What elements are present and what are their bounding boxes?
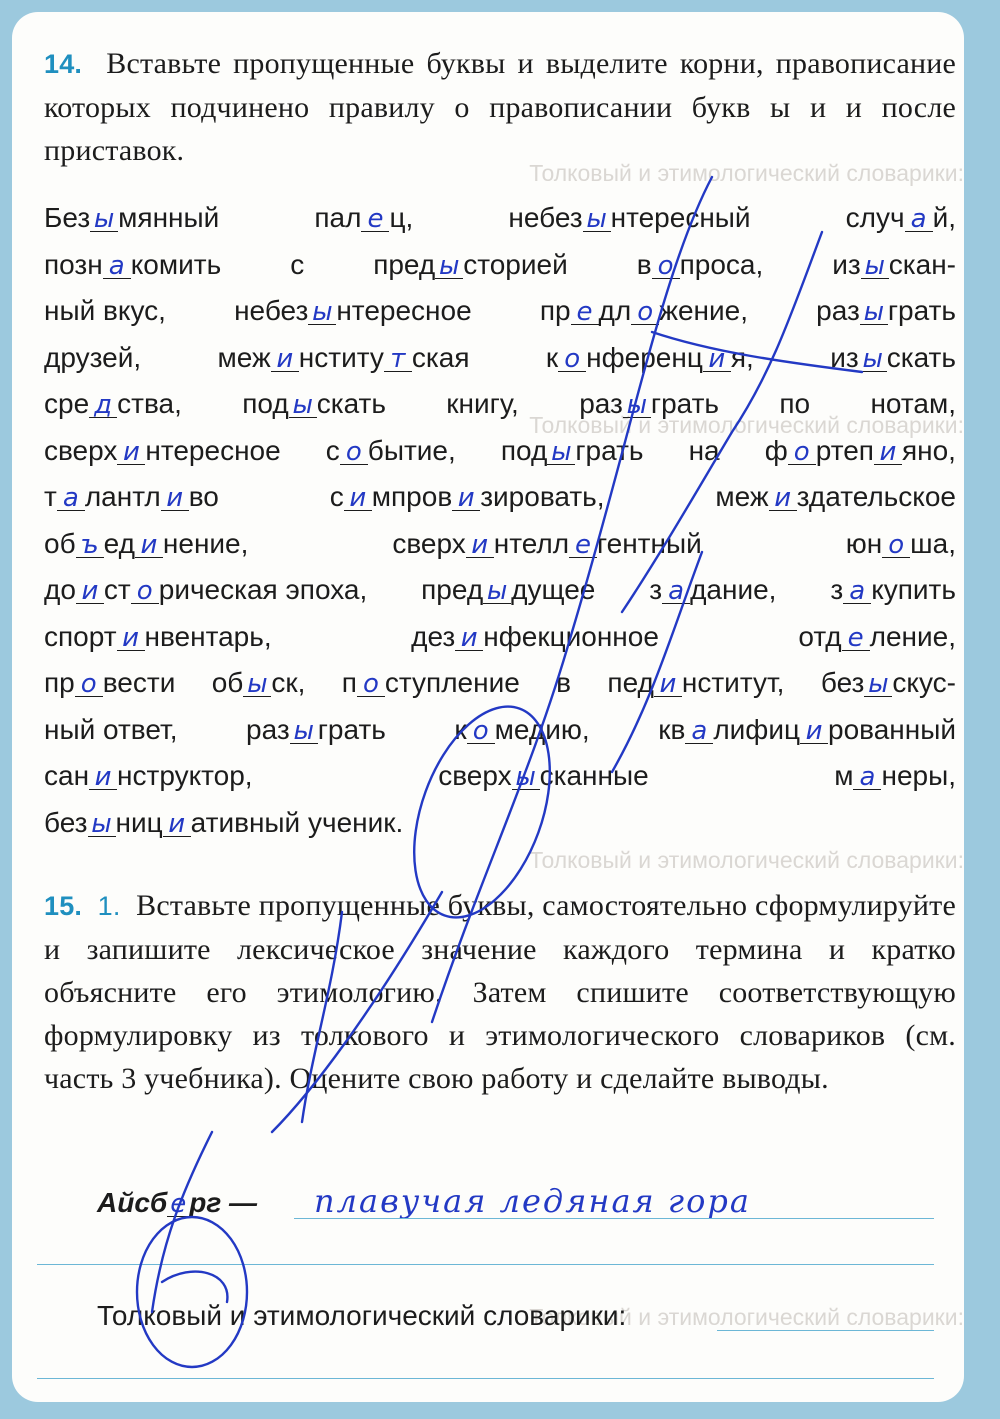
filled-blank[interactable]: и bbox=[161, 486, 189, 511]
filled-blank[interactable]: и bbox=[76, 579, 104, 604]
word bbox=[870, 388, 956, 420]
word-part: пал bbox=[314, 202, 362, 233]
word-part: небез bbox=[234, 295, 309, 326]
filled-blank[interactable]: и bbox=[800, 719, 828, 744]
word bbox=[373, 249, 568, 281]
text-line bbox=[44, 481, 956, 528]
word-part: ск, bbox=[271, 667, 306, 698]
word bbox=[234, 295, 472, 327]
filled-blank[interactable]: и bbox=[163, 812, 191, 837]
filled-blank[interactable]: о bbox=[75, 672, 103, 697]
word-part: Без bbox=[44, 202, 91, 233]
filled-blank[interactable]: ы bbox=[243, 672, 271, 697]
text-line bbox=[44, 435, 956, 482]
word-part: нтелл bbox=[493, 527, 570, 559]
filled-blank[interactable]: ы bbox=[547, 440, 575, 465]
word bbox=[290, 249, 304, 281]
word-part: сверх bbox=[44, 434, 118, 466]
word bbox=[44, 667, 175, 699]
exercise-14 bbox=[44, 42, 956, 853]
word-part: здательское bbox=[796, 481, 956, 512]
word-part: рованный bbox=[828, 713, 956, 745]
word-part: грать bbox=[650, 388, 720, 419]
word bbox=[637, 249, 764, 281]
word bbox=[246, 714, 386, 746]
word bbox=[556, 667, 571, 699]
word-part: пр bbox=[539, 295, 571, 326]
word bbox=[540, 295, 748, 327]
filled-blank[interactable]: и bbox=[117, 626, 145, 651]
subtask-number: 1. bbox=[97, 891, 121, 921]
word bbox=[446, 388, 519, 420]
text-line bbox=[44, 202, 956, 249]
word-part: гентный bbox=[597, 527, 702, 559]
filled-blank[interactable]: и bbox=[117, 440, 145, 465]
word-part: под bbox=[242, 388, 289, 419]
filled-blank[interactable]: а bbox=[853, 765, 881, 790]
term-aisberg bbox=[97, 1187, 257, 1219]
word bbox=[44, 388, 182, 420]
show-through-text: Толковый и этимологический словарики: bbox=[529, 1304, 964, 1330]
filled-blank[interactable]: о bbox=[882, 533, 910, 558]
word-part: неры, bbox=[881, 760, 956, 791]
word bbox=[392, 528, 701, 560]
word-part: ниц bbox=[115, 806, 163, 838]
word-part: пред bbox=[373, 248, 436, 280]
word bbox=[218, 342, 470, 374]
word-part: книгу, bbox=[446, 388, 519, 419]
filled-blank[interactable]: ы bbox=[864, 672, 892, 697]
word bbox=[330, 481, 605, 513]
word-part: зировать, bbox=[480, 481, 605, 512]
filled-blank[interactable]: и bbox=[874, 440, 902, 465]
word-part: сторией bbox=[463, 248, 568, 280]
word-part: пр bbox=[44, 667, 75, 698]
word-part: кв bbox=[658, 713, 686, 745]
filled-blank[interactable]: и bbox=[271, 347, 299, 372]
word-part: бытие, bbox=[367, 434, 456, 466]
word-part: дание, bbox=[690, 574, 777, 605]
word-part: нструктор, bbox=[117, 760, 253, 791]
filled-blank[interactable]: и bbox=[455, 626, 483, 651]
word-part: раз bbox=[246, 713, 290, 745]
word-part: по bbox=[779, 388, 811, 419]
word-part: пед bbox=[607, 667, 654, 698]
word bbox=[546, 342, 754, 374]
word bbox=[607, 667, 784, 699]
word-part: до bbox=[44, 574, 76, 605]
word-part: ативный ученик. bbox=[190, 806, 404, 838]
text-line bbox=[44, 388, 956, 435]
filled-blank[interactable]: и bbox=[452, 486, 480, 511]
word-part: ступление bbox=[384, 667, 520, 698]
word-part: дл bbox=[598, 295, 632, 326]
word bbox=[44, 295, 166, 327]
filled-blank[interactable]: и bbox=[135, 533, 163, 558]
word-part: скус- bbox=[892, 667, 956, 698]
filled-blank[interactable]: е bbox=[361, 207, 389, 232]
word bbox=[411, 621, 659, 653]
word bbox=[846, 202, 956, 234]
filled-blank[interactable]: ы bbox=[289, 393, 317, 418]
workbook-page bbox=[12, 12, 964, 1402]
dictionary-label: Толковый и этимологический словарики: bbox=[97, 1300, 627, 1331]
text-line bbox=[44, 528, 956, 575]
exercise-14-text bbox=[44, 202, 956, 853]
filled-blank[interactable]: ы bbox=[290, 719, 318, 744]
word-part: сверх bbox=[438, 760, 512, 791]
word-part: з bbox=[830, 574, 844, 605]
filled-blank[interactable]: ы bbox=[861, 254, 889, 279]
word-part: на bbox=[688, 434, 720, 466]
word-part: из bbox=[830, 341, 859, 373]
filled-blank[interactable]: е bbox=[167, 1192, 189, 1217]
word-part: юн bbox=[845, 527, 883, 559]
word bbox=[454, 714, 589, 746]
word-part: ный вкус, bbox=[44, 295, 166, 326]
text-line bbox=[44, 342, 956, 389]
word-part: нференц bbox=[586, 341, 703, 373]
term-part: рг — bbox=[189, 1187, 258, 1218]
word-part: раз bbox=[816, 295, 860, 326]
word bbox=[44, 760, 253, 792]
word bbox=[326, 435, 456, 467]
word-part: ст bbox=[103, 574, 131, 605]
filled-blank[interactable]: о bbox=[340, 440, 368, 465]
filled-blank[interactable]: а bbox=[843, 579, 871, 604]
word bbox=[715, 481, 956, 513]
filled-blank[interactable]: и bbox=[344, 486, 372, 511]
word bbox=[44, 342, 141, 374]
word-part: вести bbox=[102, 667, 176, 698]
word bbox=[830, 574, 956, 606]
word-part: лифиц bbox=[713, 713, 801, 745]
word bbox=[689, 435, 720, 467]
show-through-text: Толковый и этимологический словарики: bbox=[529, 847, 964, 873]
word-part: нение, bbox=[162, 527, 249, 559]
word bbox=[779, 388, 810, 420]
word-part: купить bbox=[871, 574, 956, 605]
word-part: ление, bbox=[869, 620, 956, 652]
filled-blank[interactable]: а bbox=[685, 719, 713, 744]
text-line bbox=[44, 667, 956, 714]
word-part: дез bbox=[411, 620, 456, 652]
word-part: без bbox=[44, 806, 88, 838]
word bbox=[44, 202, 219, 234]
word-part: й, bbox=[932, 202, 956, 233]
term-part: Айсб bbox=[97, 1187, 168, 1218]
word-part: нотам, bbox=[870, 388, 956, 419]
word bbox=[832, 249, 956, 281]
word-part: дущее bbox=[511, 574, 596, 605]
word-part: сверх bbox=[392, 527, 466, 559]
filled-blank[interactable]: о bbox=[357, 672, 385, 697]
word-part: жение, bbox=[659, 295, 748, 326]
word-part: нститу bbox=[298, 341, 384, 373]
word bbox=[501, 435, 644, 467]
word-part: ф bbox=[764, 434, 788, 466]
word-part: яно, bbox=[901, 434, 956, 466]
word-part: с bbox=[325, 434, 340, 466]
word-part: меж bbox=[217, 341, 271, 373]
word bbox=[44, 435, 281, 467]
word-part: под bbox=[500, 434, 548, 466]
word bbox=[579, 388, 719, 420]
text-line bbox=[44, 574, 956, 621]
filled-blank[interactable]: ы bbox=[90, 207, 118, 232]
text-line bbox=[44, 807, 956, 854]
word-part: меж bbox=[715, 481, 769, 512]
text-line bbox=[44, 714, 956, 761]
word bbox=[212, 667, 306, 699]
word-part: скан- bbox=[888, 248, 956, 280]
word-part: пред bbox=[421, 574, 484, 605]
word-part: ртеп bbox=[815, 434, 874, 466]
instruction-text: Вставьте пропущенные буквы, самостоятельно сформулируйте и запишите лексическое значение каждого термина и кратко объясните его этимологию. Затем спишите соответствующую формулировку из толкового и этимологического словариков (см. часть 3 учебника). Оцените свою работу и сделайте выводы. bbox=[44, 889, 956, 1095]
word-part: скать bbox=[316, 388, 386, 419]
filled-blank[interactable]: ы bbox=[860, 300, 888, 325]
filled-blank[interactable]: а bbox=[103, 254, 131, 279]
word-part: в bbox=[556, 667, 572, 698]
word bbox=[821, 667, 956, 699]
word-part: ша, bbox=[910, 527, 956, 559]
exercise-15-instruction bbox=[44, 884, 956, 1100]
word-part: мянный bbox=[118, 202, 220, 233]
word bbox=[816, 295, 956, 327]
word-part: ства, bbox=[117, 388, 182, 419]
word-part: сканные bbox=[539, 760, 649, 791]
filled-blank[interactable]: о bbox=[558, 347, 586, 372]
word-part: в bbox=[636, 248, 652, 280]
word-part: раз bbox=[579, 388, 623, 419]
filled-blank[interactable]: ы bbox=[512, 765, 540, 790]
word-part: нститут, bbox=[681, 667, 785, 698]
answer-line bbox=[37, 1264, 934, 1265]
word-part: без bbox=[820, 667, 865, 698]
filled-blank[interactable]: ы bbox=[483, 579, 511, 604]
show-through-text: Толковый и этимологический словарики: bbox=[529, 160, 964, 186]
filled-blank[interactable]: а bbox=[57, 486, 85, 511]
handwritten-answer[interactable]: плавучая ледяная гора bbox=[314, 1182, 751, 1220]
word-part: с bbox=[290, 248, 305, 280]
word-part: об bbox=[44, 527, 76, 559]
word bbox=[438, 760, 648, 792]
word-part: небез bbox=[508, 202, 583, 233]
filled-blank[interactable]: а bbox=[662, 579, 690, 604]
filled-blank[interactable]: о bbox=[131, 579, 159, 604]
exercise-15 bbox=[44, 884, 956, 1100]
word bbox=[834, 760, 956, 792]
word bbox=[44, 574, 367, 606]
word-part: нвентарь, bbox=[144, 620, 272, 652]
filled-blank[interactable]: о bbox=[788, 440, 816, 465]
word bbox=[44, 807, 403, 839]
word bbox=[44, 481, 219, 513]
word bbox=[421, 574, 595, 606]
word bbox=[798, 621, 956, 653]
word-part: во bbox=[188, 481, 219, 512]
filled-blank[interactable]: и bbox=[466, 533, 494, 558]
word-part: нтересное bbox=[145, 434, 281, 466]
filled-blank[interactable]: т bbox=[384, 347, 412, 372]
word-part: грать bbox=[887, 295, 956, 326]
answer-line bbox=[37, 1378, 934, 1379]
filled-blank[interactable]: е bbox=[571, 300, 599, 325]
text-line bbox=[44, 760, 956, 807]
text-line bbox=[44, 295, 956, 342]
filled-blank[interactable]: о bbox=[652, 254, 680, 279]
word-part: мпров bbox=[371, 481, 453, 512]
word-part: ед bbox=[103, 527, 135, 559]
word bbox=[830, 342, 956, 374]
answer-line bbox=[717, 1330, 934, 1331]
filled-blank[interactable]: ы bbox=[308, 300, 336, 325]
filled-blank[interactable]: о bbox=[467, 719, 495, 744]
word-part: спорт bbox=[44, 620, 117, 652]
word bbox=[658, 714, 956, 746]
filled-blank[interactable]: е bbox=[842, 626, 870, 651]
answer-line bbox=[294, 1218, 934, 1219]
word-part: об bbox=[211, 667, 244, 698]
word-part: з bbox=[649, 574, 663, 605]
filled-blank[interactable]: о bbox=[631, 300, 659, 325]
word-part: случ bbox=[845, 202, 905, 233]
word bbox=[765, 435, 956, 467]
word-part: сре bbox=[44, 388, 90, 419]
filled-blank[interactable]: а bbox=[905, 207, 933, 232]
word-part: т bbox=[44, 481, 57, 512]
word-part: к bbox=[545, 341, 559, 373]
word-part: скать bbox=[886, 341, 956, 373]
word-part: ный ответ, bbox=[44, 713, 178, 745]
word-part: грать bbox=[317, 713, 386, 745]
word-part: с bbox=[329, 481, 344, 512]
word bbox=[314, 202, 413, 234]
word-part: отд bbox=[798, 620, 842, 652]
word-part: ц, bbox=[389, 202, 414, 233]
word-part: нфекционное bbox=[483, 620, 659, 652]
word bbox=[342, 667, 520, 699]
word-part: медию, bbox=[494, 713, 590, 745]
word bbox=[242, 388, 386, 420]
word-part: сан bbox=[44, 760, 90, 791]
word-part: грать bbox=[575, 434, 644, 466]
word-part: к bbox=[454, 713, 467, 745]
word-part: лантл bbox=[84, 481, 161, 512]
word-part: из bbox=[832, 248, 861, 280]
filled-blank[interactable]: и bbox=[769, 486, 797, 511]
filled-blank[interactable]: ы bbox=[583, 207, 611, 232]
filled-blank[interactable]: ы bbox=[859, 347, 887, 372]
word bbox=[44, 249, 221, 281]
word bbox=[44, 528, 248, 560]
exercise-number: 14. bbox=[44, 49, 83, 79]
text-line bbox=[44, 621, 956, 668]
filled-blank[interactable]: и bbox=[703, 347, 731, 372]
word bbox=[508, 202, 750, 234]
filled-blank[interactable]: ы bbox=[435, 254, 463, 279]
word-part: друзей, bbox=[44, 341, 142, 373]
filled-blank[interactable]: и bbox=[654, 672, 682, 697]
instruction-text: Вставьте пропущенные буквы и выделите корни, правописание которых подчинено правилу о правописании букв ы и и после приставок. bbox=[44, 47, 956, 167]
word bbox=[649, 574, 776, 606]
exercise-number: 15. bbox=[44, 891, 83, 921]
word-part: проса, bbox=[679, 248, 764, 280]
word-part: позн bbox=[44, 248, 103, 280]
filled-blank[interactable]: и bbox=[89, 765, 117, 790]
show-through-text: Толковый и этимологический словарики: bbox=[529, 412, 964, 438]
exercise-14-instruction bbox=[44, 42, 956, 172]
word-part: рическая эпоха, bbox=[158, 574, 368, 605]
word-part: нтересное bbox=[336, 295, 472, 326]
text-line bbox=[44, 249, 956, 296]
filled-blank[interactable]: е bbox=[569, 533, 597, 558]
word bbox=[44, 621, 272, 653]
word-part: комить bbox=[130, 248, 222, 280]
word bbox=[846, 528, 956, 560]
word-part: нтересный bbox=[610, 202, 751, 233]
filled-blank[interactable]: ы bbox=[623, 393, 651, 418]
word-part: м bbox=[834, 760, 854, 791]
word-part: п bbox=[341, 667, 357, 698]
filled-blank[interactable]: д bbox=[89, 393, 117, 418]
word-part: я, bbox=[730, 341, 754, 373]
word-part: ская bbox=[411, 341, 470, 373]
filled-blank[interactable]: ъ bbox=[76, 533, 104, 558]
filled-blank[interactable]: ы bbox=[88, 812, 116, 837]
word bbox=[44, 714, 178, 746]
